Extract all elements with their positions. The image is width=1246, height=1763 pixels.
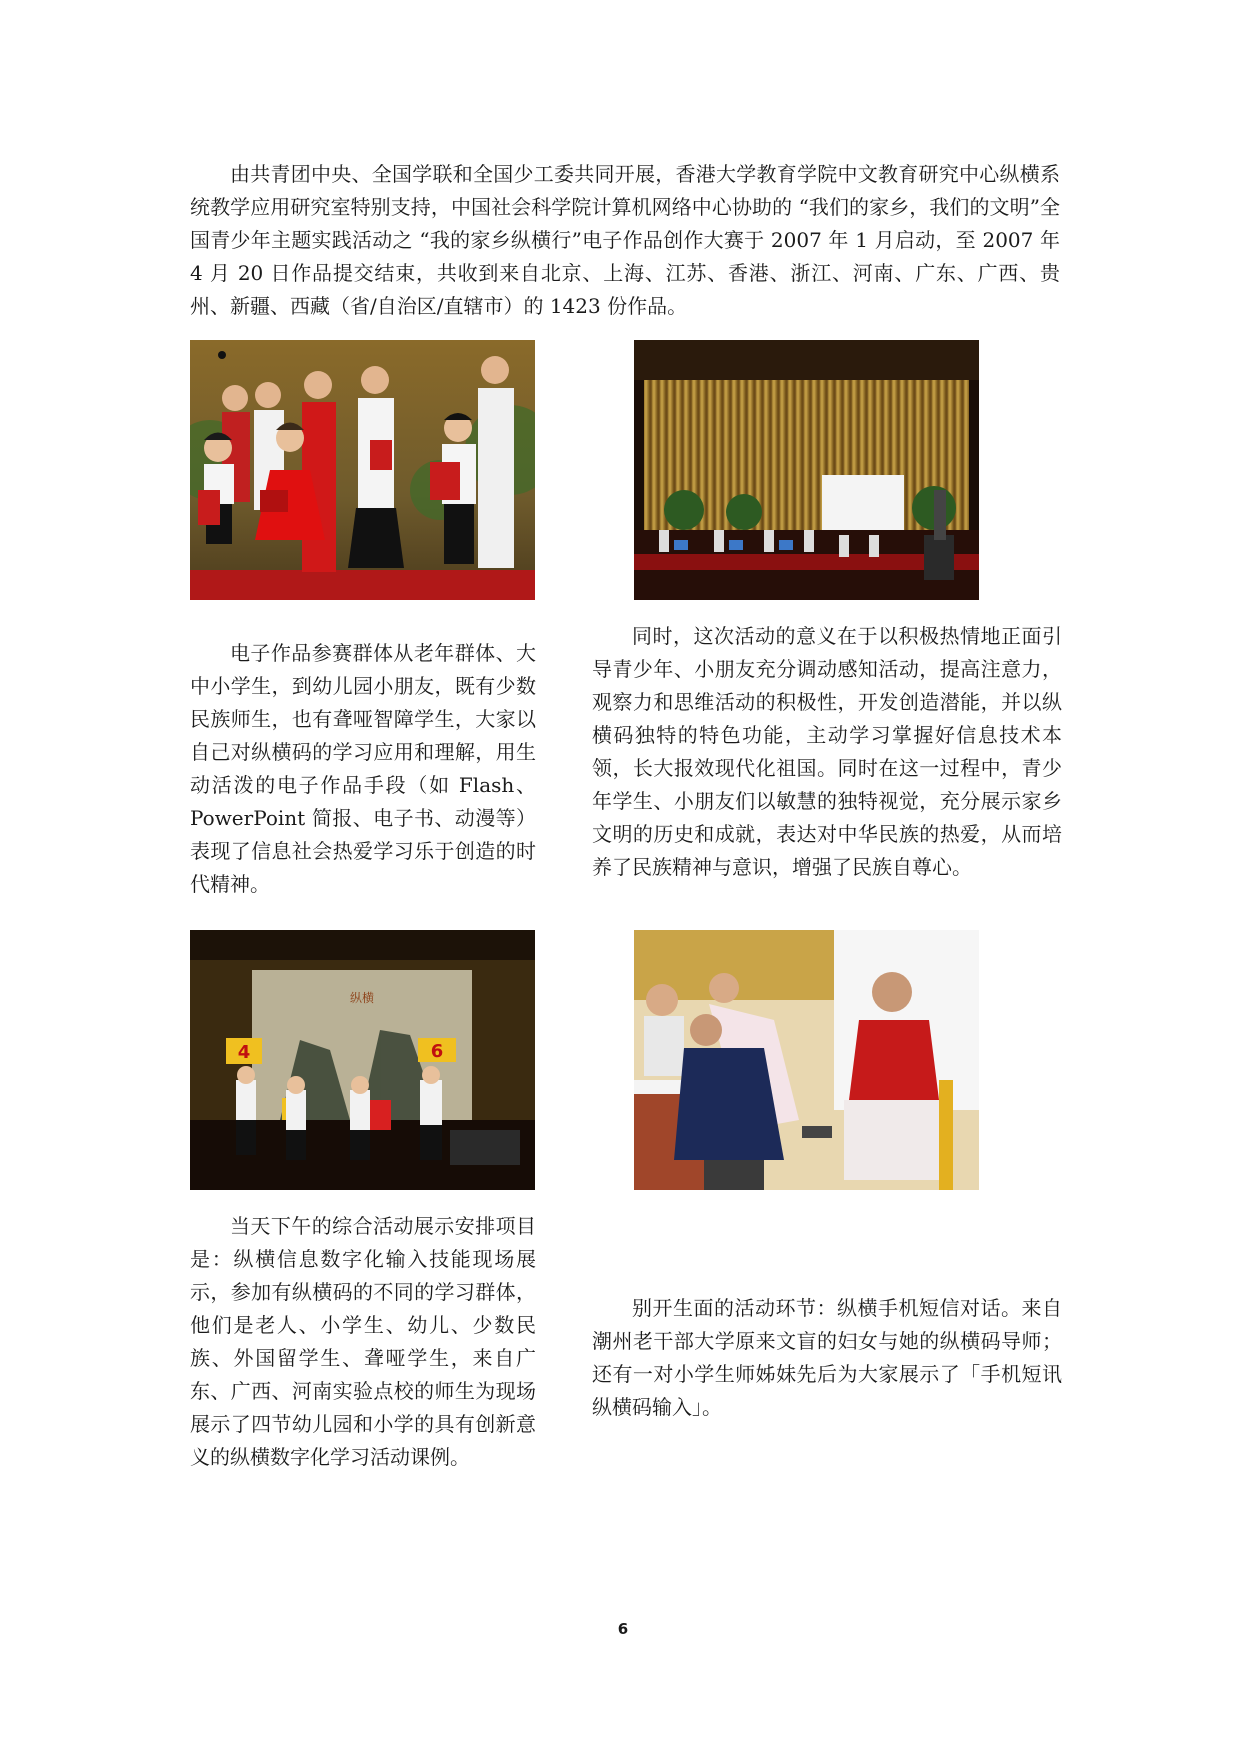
paragraph-significance: 同时，这次活动的意义在于以积极热情地正面引导青少年、小朋友充分调动感知活动，提高注意力，观察力和思维活动的积极性，开发创造潜能，并以纵横码独特的特色功能，主动学习掌握好信息技术本领，长大报效现代化祖国。同时在这一过程中，青少年学生、小朋友们以敏慧的独特视觉，充分展示家乡文明的历史和成就，表达对中华民族的热爱，从而培养了民族精神与意识，增强了民族自尊心。 xyxy=(592,624,1062,879)
photo-sms-demonstration xyxy=(634,930,979,1190)
page-number: 6 xyxy=(617,1620,629,1638)
photo-stage-computers xyxy=(634,340,979,600)
number-sign-right: 6 xyxy=(430,1041,444,1062)
intro-paragraph: 由共青团中央、全国学联和全国少工委共同开展，香港大学教育学院中文教育研究中心纵横系统教学应用研究室特别支持，中国社会科学院计算机网络中心协助的 “我们的家乡，我们的文明”全国青少年主题实践活动之 “我的家乡纵横行”电子作品创作大赛于 2007 年 1 月启动，至 2007 年 4 月 20 日作品提交结束，共收到来自北京、上海、江苏、香港、浙江、河南、广东、广西、贵州、新疆、西藏（省/自治区/直辖市）的 1423 份作品。 xyxy=(190,162,1060,318)
paragraph-sms-dialogue: 别开生面的活动环节：纵横手机短信对话。来自潮州老干部大学原来文盲的妇女与她的纵横码导师；还有一对小学生师姊妹先后为大家展示了「手机短讯纵横码输入」。 xyxy=(592,1296,1062,1419)
number-sign-left: 4 xyxy=(237,1042,251,1063)
paragraph-afternoon-activities: 当天下午的综合活动展示安排项目是：纵横信息数字化输入技能现场展示，参加有纵横码的不同的学习群体，他们是老人、小学生、幼儿、少数民族、外国留学生、聋哑学生，来自广东、广西、河南实验点校的师生为现场展示了四节幼儿园和小学的具有创新意义的纵横数字化学习活动课例。 xyxy=(190,1214,536,1469)
paragraph-participants: 电子作品参赛群体从老年群体、大中小学生，到幼儿园小朋友，既有少数民族师生，也有聋哑智障学生，大家以自己对纵横码的学习应用和理解，用生动活泼的电子作品手段（如 Flash、PowerPoint 简报、电子书、动漫等）表现了信息社会热爱学习乐于创造的时代精神。 xyxy=(190,641,536,896)
screen-text: 纵横 xyxy=(349,991,375,1005)
photo-award-ceremony xyxy=(190,340,535,600)
photo-stage-performance xyxy=(190,930,535,1190)
